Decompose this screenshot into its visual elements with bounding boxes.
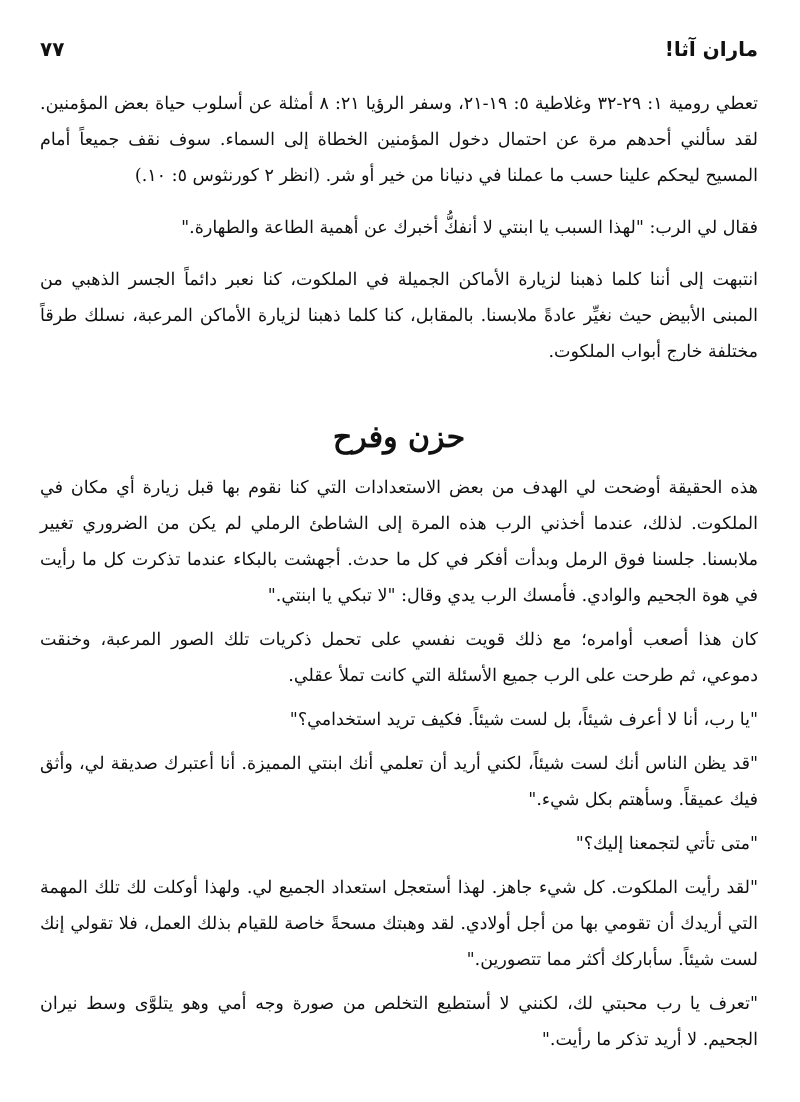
page-header	[40, 34, 758, 64]
paragraph: "تعرف يا رب محبتي لك، لكنني لا أستطيع التخلص من صورة وجه أمي وهو يتلوَّى وسط نيران الجحيم. لا أريد تذكر ما رأيت."	[40, 994, 758, 1050]
paragraph: تعطي رومية ١: ٢٩-٣٢ وغلاطية ٥: ١٩-٢١، وسفر الرؤيا ٢١: ٨ أمثلة عن أسلوب حياة بعض المؤمنين. لقد سألني أحدهم مرة عن احتمال دخول المؤمنين الخطاة إلى السماء. سوف نقف جميعاً أمام المسيح ليحكم علينا حسب ما عملنا في دنيانا من خير أو شر. (انظر ٢ كورنثوس ٥: ١٠.)	[40, 94, 759, 186]
page-number: ٧٧	[40, 37, 65, 61]
page-body	[40, 86, 758, 1066]
paragraph: انتبهت إلى أننا كلما ذهبنا لزيارة الأماكن الجميلة في الملكوت، كنا نعبر دائماً الجسر الذهبي من المبنى الأبيض حيث نغيِّر عادةً ملابسنا. بالمقابل، كنا كلما ذهبنا لزيارة الأماكن المرعبة، نسلك طرقاً مختلفة خارج أبواب الملكوت.	[40, 270, 758, 362]
paragraph: "يا رب، أنا لا أعرف شيئاً، بل لست شيئاً. فكيف تريد استخدامي؟"	[289, 710, 758, 730]
paragraph: فقال لي الرب: "لهذا السبب يا ابنتي لا أنفكُّ أخبرك عن أهمية الطاعة والطهارة."	[181, 218, 758, 238]
book-title: ماران آثا!	[664, 37, 758, 61]
paragraph: "قد يظن الناس أنك لست شيئاً، لكني أريد أن تعلمي أنك ابنتي المميزة. أنا أعتبرك صديقة لي، وأثق فيك عميقاً. وسأهتم بكل شيء."	[40, 754, 758, 810]
section-heading: حزن وفرح	[332, 420, 466, 455]
paragraph: "متى تأتي لتجمعنا إليك؟"	[575, 834, 758, 854]
paragraph: كان هذا أصعب أوامره؛ مع ذلك قويت نفسي على تحمل ذكريات تلك الصور المرعبة، وخنقت دموعي، ثم طرحت على الرب جميع الأسئلة التي كانت تملأ عقلي.	[40, 630, 758, 686]
section-body	[40, 470, 758, 1058]
paragraph: "لقد رأيت الملكوت. كل شيء جاهز. لهذا أستعجل استعداد الجميع لي. ولهذا أوكلت لك تلك المهمة التي أريدك أن تقومي بها من أجل أولادي. لقد وهبتك مسحةً خاصة للقيام بذلك العمل، فلا تقولي إنك لست شيئاً. سأباركك أكثر مما تتصورين."	[40, 878, 758, 970]
paragraph: هذه الحقيقة أوضحت لي الهدف من بعض الاستعدادات التي كنا نقوم بها قبل زيارة أي مكان في الملكوت. لذلك، عندما أخذني الرب هذه المرة إلى الشاطئ الرملي لم يكن من الضروري تغيير ملابسنا. جلسنا فوق الرمل وبدأت أفكر في كل ما حدث. أجهشت بالبكاء عندما تذكرت كل ما رأيت في هوة الجحيم والوادي. فأمسك الرب يدي وقال: "لا تبكي يا ابنتي."	[40, 478, 758, 606]
